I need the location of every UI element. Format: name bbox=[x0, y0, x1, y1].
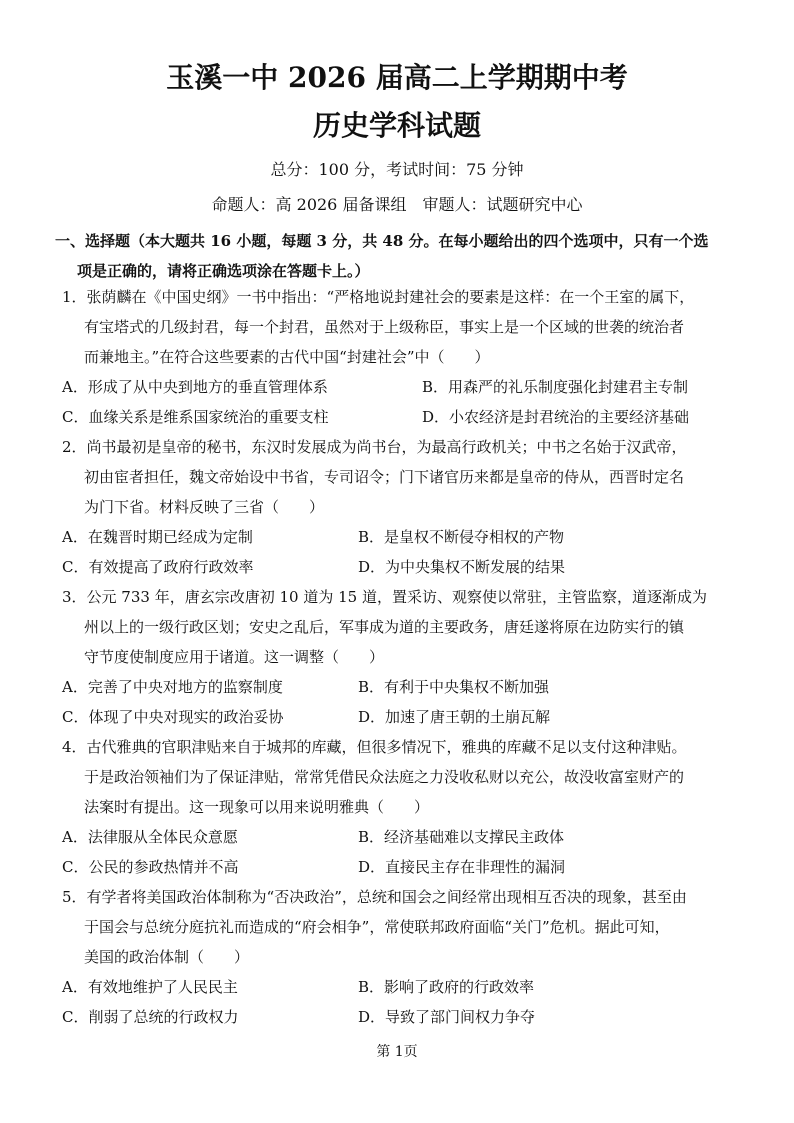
option-d: D．直接民主存在非理性的漏洞 bbox=[358, 858, 566, 876]
question-line: 4．古代雅典的官职津贴来自于城邦的库藏，但很多情况下，雅典的库藏不足以支付这种津贴。 bbox=[62, 738, 687, 756]
options-group bbox=[62, 522, 746, 582]
section-heading-line1: 一、选择题（本大题共 16 小题，每题 3 分，共 48 分。在每小题给出的四个选项中，只有一个选 bbox=[55, 232, 709, 250]
question-line: 有宝塔式的几级封君，每一个封君，虽然对于上级称臣，事实上是一个区域的世袭的统治者 bbox=[84, 318, 685, 336]
option-b: B．经济基础难以支撑民主政体 bbox=[358, 828, 565, 846]
option-a: A．完善了中央对地方的监察制度 bbox=[62, 678, 283, 696]
option-c: C．削弱了总统的行政权力 bbox=[62, 1008, 239, 1026]
question-5 bbox=[62, 882, 746, 1032]
question-line: 3．公元 733 年，唐玄宗改唐初 10 道为 15 道，置采访、观察使以常驻，主管监察，道逐渐成为 bbox=[62, 588, 707, 606]
question-line: 法案时有提出。这一现象可以用来说明雅典（ ） bbox=[84, 798, 430, 816]
option-d: D．为中央集权不断发展的结果 bbox=[358, 558, 566, 576]
question-2 bbox=[62, 432, 746, 582]
option-d: D．小农经济是封君统治的主要经济基础 bbox=[422, 408, 690, 426]
question-line: 于国会与总统分庭抗礼而造成的“府会相争”，常使联邦政府面临“关门”危机。据此可知， bbox=[84, 918, 670, 936]
authors-info: 命题人：高 2026 届备课组 审题人：试题研究中心 bbox=[211, 195, 583, 214]
option-d: D．导致了部门间权力争夺 bbox=[358, 1008, 536, 1026]
question-line: 为门下省。材料反映了三省（ ） bbox=[84, 498, 325, 516]
question-line: 守节度使制度应用于诸道。这一调整（ ） bbox=[84, 648, 385, 666]
option-b: B．用森严的礼乐制度强化封建君主专制 bbox=[422, 378, 689, 396]
section-heading-line2: 项是正确的，请将正确选项涂在答题卡上。） bbox=[77, 262, 370, 280]
option-c: C．有效提高了政府行政效率 bbox=[62, 558, 254, 576]
question-line: 而兼地主。”在符合这些要素的古代中国“封建社会”中（ ） bbox=[84, 348, 490, 366]
option-c: C．血缘关系是维系国家统治的重要支柱 bbox=[62, 408, 329, 426]
question-1 bbox=[62, 282, 746, 432]
options-group bbox=[62, 372, 746, 432]
option-a: A．在魏晋时期已经成为定制 bbox=[62, 528, 253, 546]
question-line: 5．有学者将美国政治体制称为“否决政治”，总统和国会之间经常出现相互否决的现象，甚至由 bbox=[62, 888, 687, 906]
option-a: A．有效地维护了人民民主 bbox=[62, 978, 238, 996]
option-c: C．体现了中央对现实的政治妥协 bbox=[62, 708, 284, 726]
option-a: A．法律服从全体民众意愿 bbox=[62, 828, 238, 846]
page-number: 第 1页 bbox=[376, 1044, 418, 1060]
option-a: A．形成了从中央到地方的垂直管理体系 bbox=[62, 378, 328, 396]
question-line: 美国的政治体制（ ） bbox=[84, 948, 250, 966]
question-3 bbox=[62, 582, 746, 732]
question-4 bbox=[62, 732, 746, 882]
score-time-info: 总分：100 分，考试时间：75 分钟 bbox=[270, 160, 524, 179]
question-line: 州以上的一级行政区划；安史之乱后，军事成为道的主要政务，唐廷遂将原在边防实行的镇 bbox=[84, 618, 685, 636]
question-line: 初由宦者担任，魏文帝始设中书省，专司诏令；门下诸官历来都是皇帝的侍从，西晋时定名 bbox=[84, 468, 685, 486]
options-group bbox=[62, 672, 746, 732]
question-line: 1．张荫麟在《中国史纲》一书中指出：“严格地说封建社会的要素是这样：在一个王室的属下， bbox=[62, 288, 695, 306]
option-c: C．公民的参政热情并不高 bbox=[62, 858, 239, 876]
exam-title: 玉溪一中 2026 届高二上学期期中考 bbox=[166, 61, 628, 94]
option-b: B．影响了政府的行政效率 bbox=[358, 978, 535, 996]
options-group bbox=[62, 972, 746, 1032]
question-list bbox=[62, 282, 746, 1032]
question-line: 于是政治领袖们为了保证津贴，常常凭借民众法庭之力没收私财以充公，故没收富室财产的 bbox=[84, 768, 685, 786]
section-heading bbox=[55, 226, 755, 286]
exam-subtitle: 历史学科试题 bbox=[312, 109, 481, 142]
option-b: B．有利于中央集权不断加强 bbox=[358, 678, 550, 696]
options-group bbox=[62, 822, 746, 882]
question-line: 2．尚书最初是皇帝的秘书，东汉时发展成为尚书台，为最高行政机关；中书之名始于汉武帝， bbox=[62, 438, 687, 456]
option-d: D．加速了唐王朝的土崩瓦解 bbox=[358, 708, 551, 726]
option-b: B．是皇权不断侵夺相权的产物 bbox=[358, 528, 565, 546]
